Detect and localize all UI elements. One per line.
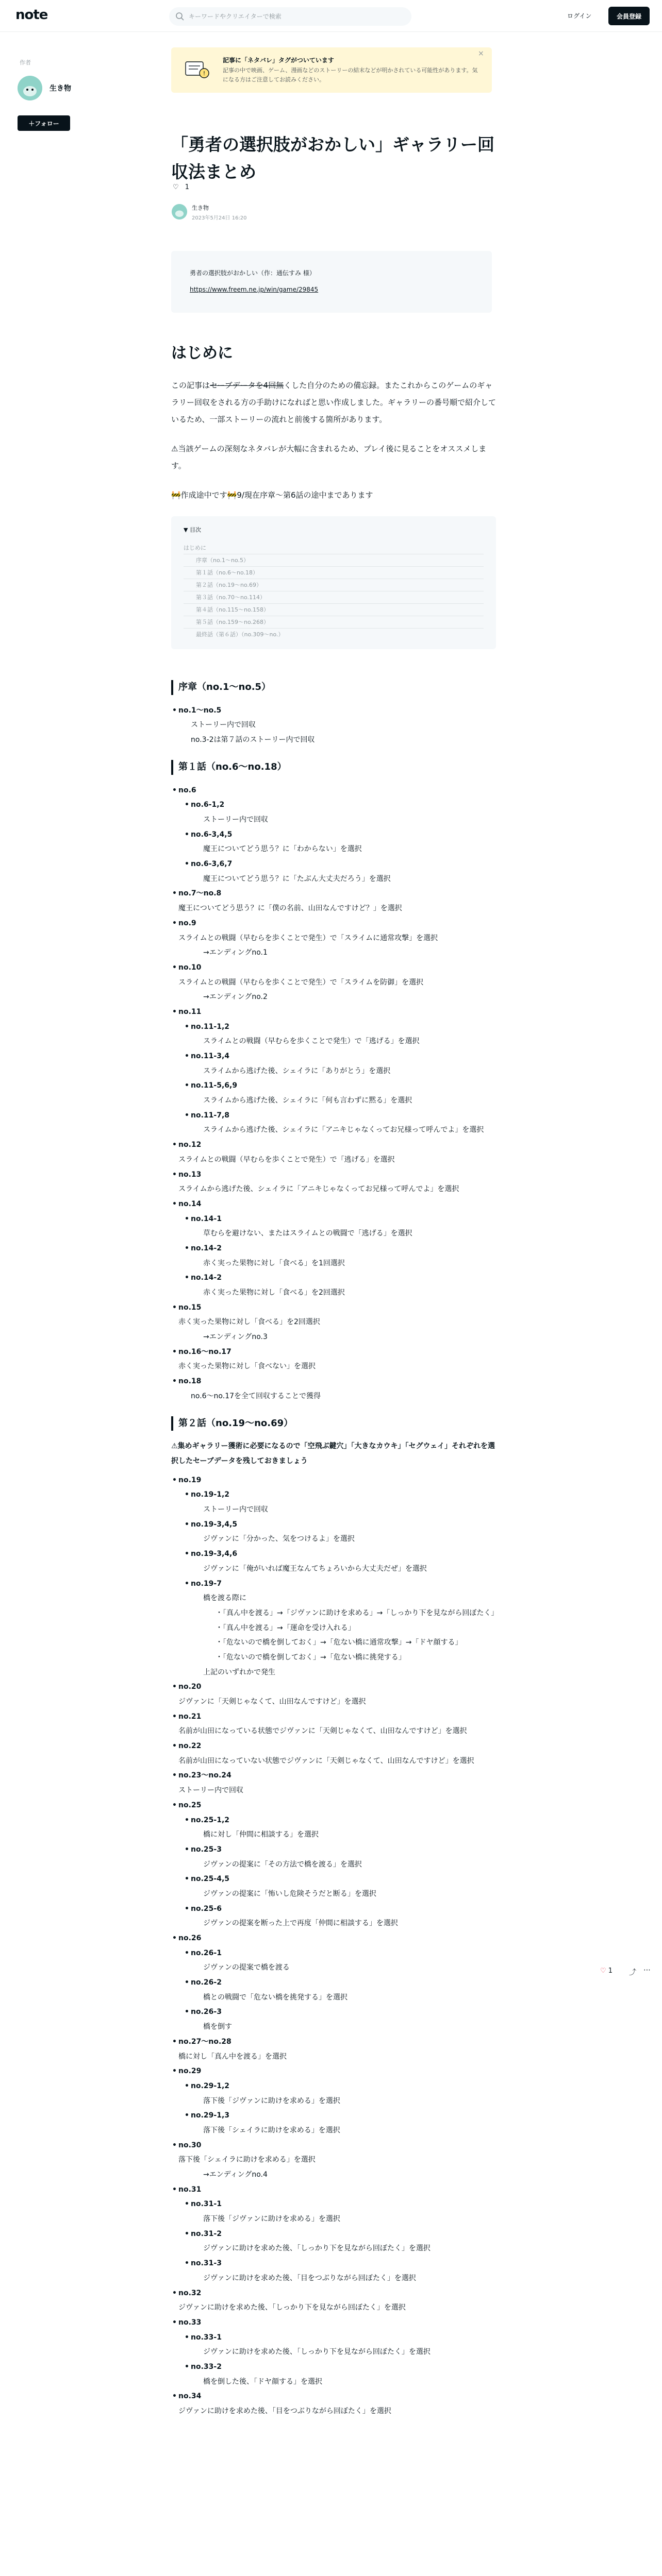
gallery-instruction: ジヴァンに「俺がいれば魔王なんてちょろいから大丈夫だぜ」を選択 <box>203 1564 427 1573</box>
gallery-number: • no.33-1 <box>171 2330 496 2345</box>
gallery-number: • no.30 <box>171 2138 496 2153</box>
intro-text-strike: セーブデータを4回無 <box>210 381 284 390</box>
more-icon[interactable]: ⋯ <box>643 1966 651 1974</box>
gallery-instruction: →エンディングno.3 <box>203 1333 268 1342</box>
gallery-number: • no.31 <box>171 2182 496 2197</box>
banner-title: 記事に「ネタバレ」タグがついています <box>223 57 334 64</box>
gallery-number: • no.11-5,6,9 <box>171 1078 496 1093</box>
gallery-instruction: ジヴァンに「分かった、気をつけるよ」を選択 <box>203 1535 355 1544</box>
gallery-instruction: ・「真ん中を渡る」→「ジヴァンに助けを求める」→「しっかり下を見ながら回ぼたく」 <box>216 1608 499 1617</box>
gallery-instruction: 落下後「ジヴァンに助けを求める」を選択 <box>203 2096 340 2105</box>
search-input[interactable] <box>189 7 405 26</box>
gallery-instruction: 橋との戦闘で「危ない橋を挑発する」を選択 <box>203 1993 347 2002</box>
note-logo[interactable]: note <box>15 7 48 23</box>
gallery-instruction: 魔王についてどう思う？に「僕の名前、山田なんですけど？」を選択 <box>178 904 402 913</box>
gallery-number: • no.14-2 <box>171 1270 496 1285</box>
gallery-instruction: ストーリー内で回収 <box>191 721 256 730</box>
toc-item[interactable]: 第５話（no.159〜no.268） <box>184 616 484 629</box>
banner-text: 記事の中で映画、ゲーム、漫画などのストーリーの結末などが明かされている可能性があります。気になる方はご注意してお読みください。 <box>223 67 478 83</box>
gallery-number: • no.11 <box>171 1005 496 1020</box>
gallery-instruction: 魔王についてどう思う？に「たぶん大丈夫だろう」を選択 <box>203 874 391 883</box>
toc-item[interactable]: 第１話（no.6〜no.18） <box>184 567 484 579</box>
spoiler-banner <box>171 47 492 93</box>
section-heading: 第１話（no.6〜no.18） <box>171 760 496 775</box>
gallery-number: • no.26-1 <box>171 1946 496 1961</box>
gallery-instruction: ・「危ないので橋を倒しておく」→「危ない橋に挑発する」 <box>216 1653 406 1662</box>
intro-paragraph <box>171 377 496 428</box>
article-body <box>171 335 499 2419</box>
gallery-number: • no.6-3,6,7 <box>171 857 496 872</box>
gallery-instruction: 橋を渡る際に <box>203 1594 246 1603</box>
intro-heading: はじめに <box>171 344 233 362</box>
embed-link[interactable]: https://www.freem.ne.jp/win/game/29845 <box>190 286 319 293</box>
toc-item[interactable]: 最終話（第６話）（no.309〜no.） <box>196 631 284 638</box>
gallery-instruction: ジヴァンに助けを求めた後、「目をつぶりながら回ぼたく」を選択 <box>178 2407 391 2416</box>
gallery-number: • no.29-1,3 <box>171 2108 496 2123</box>
close-icon[interactable]: × <box>478 49 484 58</box>
gallery-number: • no.33 <box>171 2315 496 2330</box>
gallery-number: • no.15 <box>171 1300 496 1315</box>
like-row[interactable] <box>173 183 189 191</box>
gallery-instruction: ジヴァンの提案に「怖いし危険そうだと断る」を選択 <box>203 1889 376 1898</box>
gallery-instruction: ジヴァンの提案で橋を渡る <box>203 1963 290 1972</box>
gallery-number: • no.6 <box>171 783 496 798</box>
gallery-number: • no.25-4,5 <box>171 1872 496 1887</box>
gallery-number: • no.25-1,2 <box>171 1813 496 1828</box>
gallery-instruction: ジヴァンに助けを求めた後、「しっかり下を見ながら回ぼたく」を選択 <box>178 2303 406 2312</box>
gallery-instruction: ジヴァンに助けを求めた後、「しっかり下を見ながら回ぼたく」を選択 <box>203 2244 431 2253</box>
gallery-number: • no.31-3 <box>171 2256 496 2271</box>
gallery-number: • no.21 <box>171 1709 496 1724</box>
gallery-number: • no.19-7 <box>171 1577 496 1591</box>
gallery-instruction: →エンディングno.4 <box>203 2171 268 2179</box>
gallery-number: • no.29 <box>171 2064 496 2079</box>
gallery-number: • no.26 <box>171 1931 496 1946</box>
creator-name[interactable]: 生き物 <box>49 84 71 93</box>
intro-text-pre: この記事は <box>171 381 210 390</box>
section-note: ⚠集めギャラリー獲術に必要になるので「空飛ぶ鍵穴」「大きなカウキ」「セグウェイ」それぞれを選択したセーブデータを残しておきましょう <box>171 1442 495 1466</box>
author-name[interactable]: 生き物 <box>192 205 209 211</box>
gallery-instruction: スライムとの戦闘（早むらを歩くことで発生）で「スライムを防御」を選択 <box>178 978 424 987</box>
gallery-number: • no.33-2 <box>171 2360 496 2375</box>
gallery-number: • no.10 <box>171 960 496 975</box>
gallery-instruction: 赤く実った果物に対し「食べる」を2回選択 <box>203 1289 345 1297</box>
gallery-instruction: 赤く実った果物に対し「食べる」を2回選択 <box>178 1318 320 1327</box>
gallery-number: • no.14-2 <box>171 1241 496 1256</box>
gallery-instruction: 橋を倒す <box>203 2023 232 2031</box>
gallery-instruction: 橋に対し「仲間に相談する」を選択 <box>203 1831 319 1839</box>
gallery-instruction: ストーリー内で回収 <box>203 816 268 824</box>
gallery-instruction: ストーリー内で回収 <box>203 1505 268 1514</box>
gallery-instruction: 落下後「シェイラに助けを求める」を選択 <box>178 2156 316 2164</box>
gallery-number: • no.25 <box>171 1798 496 1813</box>
site-header <box>0 0 662 32</box>
section-heading: 第２話（no.19〜no.69） <box>171 1416 496 1431</box>
search-icon <box>175 12 185 21</box>
gallery-number: • no.6-3,4,5 <box>171 827 496 842</box>
gallery-number: • no.34 <box>171 2389 496 2404</box>
floating-like-count: 1 <box>608 1967 613 1975</box>
gallery-number: • no.11-3,4 <box>171 1049 496 1064</box>
creator-section-label: 作者 <box>20 59 31 66</box>
gallery-number: • no.26-3 <box>171 2005 496 2020</box>
creator-avatar[interactable] <box>18 76 42 100</box>
gallery-number: • no.14 <box>171 1197 496 1212</box>
gallery-instruction: ・「真ん中を渡る」→「運命を受け入れる」 <box>216 1623 355 1632</box>
gallery-number: • no.22 <box>171 1739 496 1754</box>
gallery-number: • no.27〜no.28 <box>171 2035 496 2049</box>
gallery-instruction: 赤く実った果物に対し「食べない」を選択 <box>178 1362 316 1371</box>
gallery-number: • no.29-1,2 <box>171 2079 496 2094</box>
gallery-instruction: 名前が山田になっている状態でジヴァンに「天剣じゃなくて、山田なんですけど」を選択 <box>178 1727 467 1736</box>
source-embed <box>171 251 492 313</box>
gallery-number: • no.31-1 <box>171 2197 496 2212</box>
toc-item[interactable]: はじめに <box>184 542 484 554</box>
gallery-number: • no.31-2 <box>171 2227 496 2242</box>
publish-date: 2023年5月24日 16:20 <box>192 215 247 221</box>
toc-item[interactable]: 第４話（no.115〜no.158） <box>184 604 484 616</box>
table-of-contents <box>171 516 496 649</box>
gallery-instruction: 上記のいずれかで発生 <box>203 1668 275 1676</box>
gallery-instruction: 魔王についてどう思う？に「わからない」を選択 <box>203 845 362 854</box>
gallery-number: • no.32 <box>171 2286 496 2301</box>
avatar-illustration-icon <box>18 76 42 100</box>
gallery-number: • no.13 <box>171 1167 496 1182</box>
gallery-number: • no.11-1,2 <box>171 1020 496 1035</box>
gallery-number: • no.25-6 <box>171 1902 496 1917</box>
login-link[interactable]: ログイン <box>567 12 592 20</box>
gallery-instruction: 落下後「シェイラに助けを求める」を選択 <box>203 2126 340 2134</box>
gallery-number: • no.11-7,8 <box>171 1108 496 1123</box>
heart-icon[interactable]: ♡ <box>600 1967 606 1975</box>
gallery-number: • no.18 <box>171 1374 496 1389</box>
floating-like-button[interactable] <box>600 1967 613 1975</box>
avatar-illustration-icon <box>172 204 187 219</box>
gallery-instruction: no.3-2は第７話のストーリー内で回収 <box>191 736 315 744</box>
spoiler-illustration-icon <box>183 55 211 83</box>
gallery-instruction: スライムから逃げた後、シェイラに「アニキじゃなくってお兄様って呼んでよ」を選択 <box>178 1185 459 1194</box>
gallery-number: • no.9 <box>171 916 496 931</box>
gallery-instruction: ジヴァンに「天剣じゃなくて、山田なんですけど」を選択 <box>178 1698 366 1706</box>
wip-note: 🚧作成途中です🚧9/現在序章〜第6話の途中まであります <box>171 490 373 500</box>
gallery-instruction: スライムから逃げた後、シェイラに「何も言わずに黙る」を選択 <box>203 1096 412 1105</box>
spoiler-warning: ⚠当該ゲームの深刻なネタバレが大幅に含まれるため、プレイ後に見ることをオススメします。 <box>171 444 487 470</box>
gallery-number: • no.19-3,4,6 <box>171 1547 496 1562</box>
gallery-instruction: スライムとの戦闘（早むらを歩くことで発生）で「逃げる」を選択 <box>203 1037 420 1046</box>
gallery-number: • no.23〜no.24 <box>171 1768 496 1783</box>
gallery-number: • no.20 <box>171 1680 496 1694</box>
gallery-number: • no.6-1,2 <box>171 798 496 812</box>
gallery-number: • no.12 <box>171 1138 496 1153</box>
search-bar[interactable] <box>169 7 411 26</box>
gallery-instruction: ジヴァンに助けを求めた後、「しっかり下を見ながら回ぼたく」を選択 <box>203 2348 431 2357</box>
svg-text:!: ! <box>203 70 206 77</box>
share-icon[interactable]: ⤴ <box>629 1969 636 1977</box>
gallery-number: • no.16〜no.17 <box>171 1345 496 1360</box>
gallery-number: • no.7〜no.8 <box>171 886 496 901</box>
gallery-instruction: 橋を倒した後、「ドヤ顔する」を選択 <box>203 2377 322 2386</box>
gallery-instruction: 名前が山田になっていない状態でジヴァンに「天剣じゃなくて、山田なんですけど」を選択 <box>178 1756 474 1765</box>
gallery-instruction: スライムとの戦闘（早むらを歩くことで発生）で「逃げる」を選択 <box>178 1155 395 1164</box>
gallery-number: • no.14-1 <box>171 1212 496 1227</box>
embed-title: 勇者の選択肢がおかしい（作：通伝すみ 様） <box>190 269 316 277</box>
gallery-number: • no.19-3,4,5 <box>171 1517 496 1532</box>
gallery-number: • no.19 <box>171 1473 496 1488</box>
gallery-number: • no.25-3 <box>171 1842 496 1857</box>
gallery-instruction: ・「危ないので橋を倒しておく」→「危ない橋に通常攻撃」→「ドヤ顔する」 <box>216 1638 462 1647</box>
gallery-instruction: スライムから逃げた後、シェイラに「ありがとう」を選択 <box>203 1066 391 1075</box>
gallery-instruction: ジヴァンの提案に「その方法で橋を渡る」を選択 <box>203 1860 362 1869</box>
gallery-instruction: ジヴァンの提案を断った上で再度「仲間に相談する」を選択 <box>203 1919 398 1928</box>
gallery-instruction: →エンディングno.1 <box>203 948 268 957</box>
author-avatar[interactable] <box>172 204 187 219</box>
toc-heading[interactable]: ▼ 目次 <box>184 527 201 533</box>
gallery-instruction: 赤く実った果物に対し「食べる」を1回選択 <box>203 1259 345 1267</box>
gallery-instruction: ジヴァンに助けを求めた後、「目をつぶりながら回ぼたく」を選択 <box>203 2274 416 2282</box>
toc-heading-label: 目次 <box>189 527 201 533</box>
follow-button[interactable]: ＋フォロー <box>18 115 70 131</box>
toc-item[interactable]: 第３話（no.70〜no.114） <box>184 591 484 604</box>
gallery-instruction: ストーリー内で回収 <box>178 1786 243 1795</box>
heart-icon[interactable]: ♡ <box>173 183 179 191</box>
like-count: 1 <box>185 183 190 191</box>
signup-button[interactable]: 会員登録 <box>608 7 650 25</box>
gallery-number: • no.26-2 <box>171 1975 496 1990</box>
guide-list <box>171 703 499 2419</box>
section-heading: 序章（no.1〜no.5） <box>171 680 496 695</box>
gallery-instruction: スライムから逃げた後、シェイラに「アニキじゃなくってお兄様って呼んでよ」を選択 <box>203 1126 484 1134</box>
gallery-number: • no.1〜no.5 <box>171 703 496 718</box>
toc-item[interactable]: 第２話（no.19〜no.69） <box>184 579 484 591</box>
toc-item[interactable]: 序章（no.1〜no.5） <box>184 554 484 567</box>
gallery-number: • no.19-1,2 <box>171 1487 496 1502</box>
gallery-instruction: no.6〜no.17を全て回収することで獲得 <box>191 1392 321 1400</box>
gallery-instruction: 橋に対し「真ん中を渡る」を選択 <box>178 2052 287 2061</box>
gallery-instruction: →エンディングno.2 <box>203 993 268 1002</box>
article-title: 「勇者の選択肢がおかしい」ギャラリー回収法まとめ <box>171 134 494 182</box>
gallery-instruction: 草むらを避けない、またはスライムとの戦闘で「逃げる」を選択 <box>203 1229 412 1238</box>
gallery-instruction: 落下後「ジヴァンに助けを求める」を選択 <box>203 2215 340 2224</box>
intro-text-post: くした自分のための備忘録。またこれからこのゲームのギャラリー回収をされる方の手助けになればと思い作成しました。ギャラリーの番号順で紹介しているため、一部ストーリーの流れと前後する箇所があります。 <box>171 381 496 424</box>
gallery-instruction: スライムとの戦闘（早むらを歩くことで発生）で「スライムに通常攻撃」を選択 <box>178 934 438 942</box>
